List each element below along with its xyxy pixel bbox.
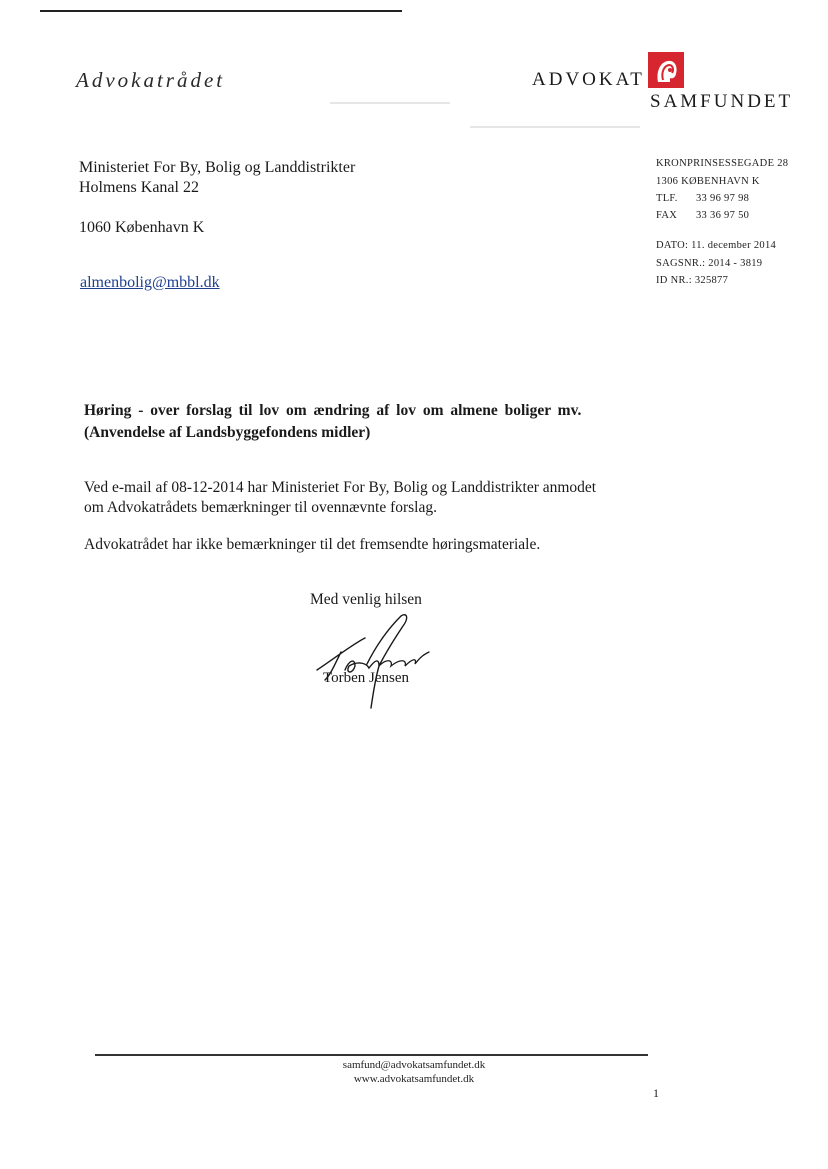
helmet-icon xyxy=(648,52,684,88)
sender-fax xyxy=(656,210,749,221)
top-rule xyxy=(40,10,402,12)
fax-label: FAX xyxy=(656,210,678,221)
body-paragraph-1 xyxy=(84,478,596,518)
letter-date: DATO: 11. december 2014 xyxy=(656,240,777,251)
case-number: SAGSNR.: 2014 - 3819 xyxy=(656,258,763,269)
id-number: ID NR.: 325877 xyxy=(656,275,729,286)
recipient-line: Holmens Kanal 22 xyxy=(79,179,199,196)
footer-email-link[interactable]: samfund@advokatsamfundet.dk xyxy=(342,1059,486,1071)
sender-street: KRONPRINSESSEGADE 28 xyxy=(656,158,789,169)
subject-line: (Anvendelse af Landsbyggefondens midler) xyxy=(84,424,371,441)
footer-email xyxy=(0,1059,828,1071)
bleed-through-mark xyxy=(330,102,450,104)
recipient-line: Ministeriet For By, Bolig og Landdistrikter xyxy=(79,159,356,176)
body-line: Ved e-mail af 08-12-2014 har Ministeriet For By, Bolig og Landdistrikter anmodet xyxy=(84,479,597,496)
bleed-through-mark xyxy=(470,126,640,128)
page-number: 1 xyxy=(653,1086,659,1100)
sender-postal: 1306 KØBENHAVN K xyxy=(656,176,760,187)
recipient-email-link[interactable]: almenbolig@mbbl.dk xyxy=(80,274,220,291)
footer-website-link[interactable]: www.advokatsamfundet.dk xyxy=(353,1073,475,1085)
signatory-name: Torben Jensen xyxy=(323,670,410,686)
sender-phone xyxy=(656,193,749,204)
subject-line: Høring - over forslag til lov om ændring af lov om almene boliger mv. xyxy=(84,402,582,419)
body-paragraph-2: Advokatrådet har ikke bemærkninger til det fremsendte høringsmateriale. xyxy=(84,536,541,553)
recipient-city: 1060 København K xyxy=(79,219,205,236)
logo-text-samfundet: SAMFUNDET xyxy=(650,91,794,112)
closing-salutation: Med venlig hilsen xyxy=(310,591,422,608)
phone-label: TLF. xyxy=(656,193,678,204)
logo-text-advokat: ADVOKAT xyxy=(532,69,645,90)
fax-value: 33 36 97 50 xyxy=(696,210,750,221)
sender-name: Advokatrådet xyxy=(76,68,226,92)
footer-rule xyxy=(95,1054,648,1056)
recipient-address xyxy=(79,158,355,198)
handwritten-signature xyxy=(305,608,435,713)
phone-value: 33 96 97 98 xyxy=(696,193,750,204)
subject xyxy=(84,400,581,444)
footer-website xyxy=(0,1073,828,1085)
body-line: om Advokatrådets bemærkninger til ovennævnte forslag. xyxy=(84,499,437,516)
logo-mark-icon xyxy=(648,52,684,88)
